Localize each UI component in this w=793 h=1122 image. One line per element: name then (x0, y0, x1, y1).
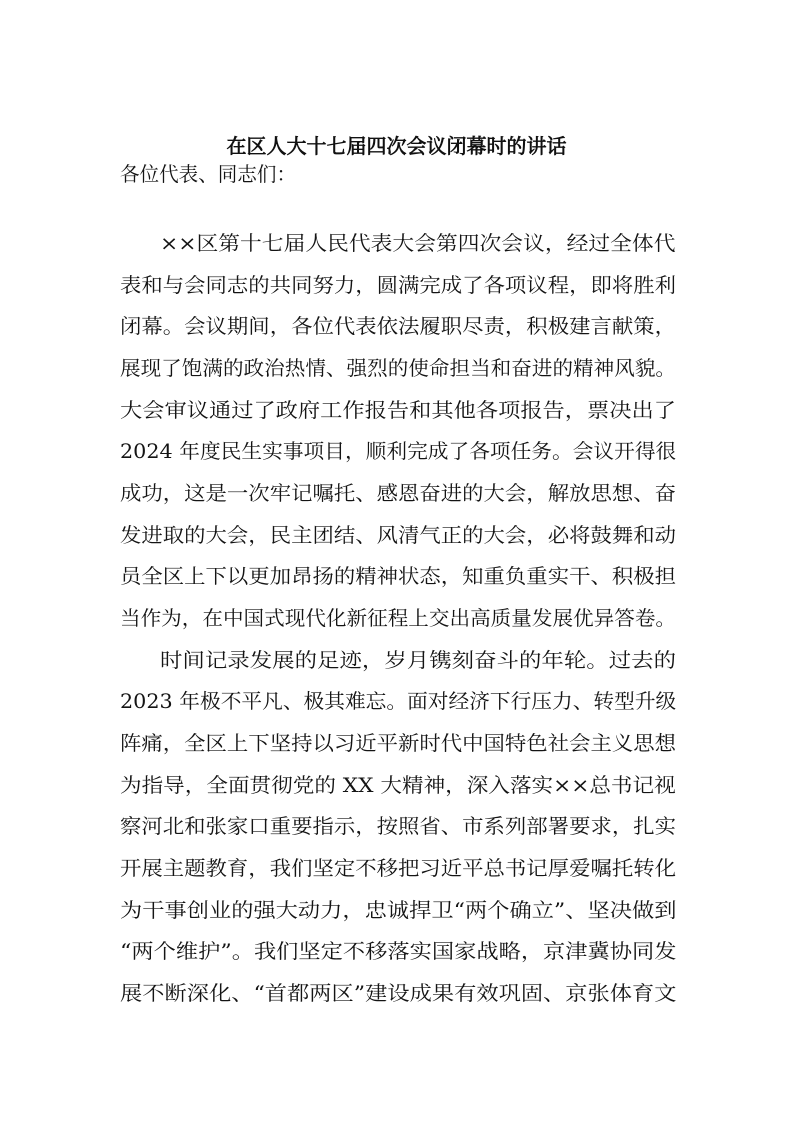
document-title: 在区人大十七届四次会议闭幕时的讲话 (226, 134, 567, 158)
paragraph-1-line: ××区第十七届人民代表大会第四次会议，经过全体代 (160, 231, 676, 255)
paragraph-2-line: 时间记录发展的足迹，岁月镌刻奋斗的年轮。过去的 (160, 648, 676, 672)
paragraph-2-line: 开展主题教育，我们坚定不移把习近平总书记厚爱嘱托转化 (120, 856, 676, 880)
paragraph-1-line: 闭幕。会议期间，各位代表依法履职尽责，积极建言献策， (120, 314, 676, 338)
paragraph-1-line: 2024 年度民生实事项目，顺利完成了各项任务。会议开得很 (120, 439, 677, 463)
paragraph-2-line: 展不断深化、“首都两区”建设成果有效巩固、京张体育文 (120, 981, 677, 1005)
paragraph-2-line: “两个维护”。我们坚定不移落实国家战略，京津冀协同发 (120, 939, 677, 963)
paragraph-1-line: 展现了饱满的政治热情、强烈的使命担当和奋进的精神风貌。 (120, 356, 676, 380)
paragraph-2-line: 阵痛，全区上下坚持以习近平新时代中国特色社会主义思想 (120, 731, 676, 755)
paragraph-1-line: 发进取的大会，民主团结、风清气正的大会，必将鼓舞和动 (120, 523, 676, 547)
paragraph-2-line: 为指导，全面贯彻党的 XX 大精神，深入落实××总书记视 (120, 773, 676, 797)
paragraph-1-line: 当作为，在中国式现代化新征程上交出高质量发展优异答卷。 (120, 606, 676, 630)
paragraph-2-line: 为干事创业的强大动力，忠诚捍卫“两个确立”、坚决做到 (120, 898, 677, 922)
paragraph-1-line: 员全区上下以更加昂扬的精神状态，知重负重实干、积极担 (120, 564, 676, 588)
salutation: 各位代表、同志们： (120, 162, 296, 186)
paragraph-2-line: 2023 年极不平凡、极其难忘。面对经济下行压力、转型升级 (120, 689, 677, 713)
paragraph-1-line: 表和与会同志的共同努力，圆满完成了各项议程，即将胜利 (120, 273, 676, 297)
paragraph-2-line: 察河北和张家口重要指示，按照省、市系列部署要求，扎实 (120, 814, 676, 838)
paragraph-1-line: 成功，这是一次牢记嘱托、感恩奋进的大会，解放思想、奋 (120, 481, 676, 505)
paragraph-1-line: 大会审议通过了政府工作报告和其他各项报告，票决出了 (120, 398, 676, 422)
